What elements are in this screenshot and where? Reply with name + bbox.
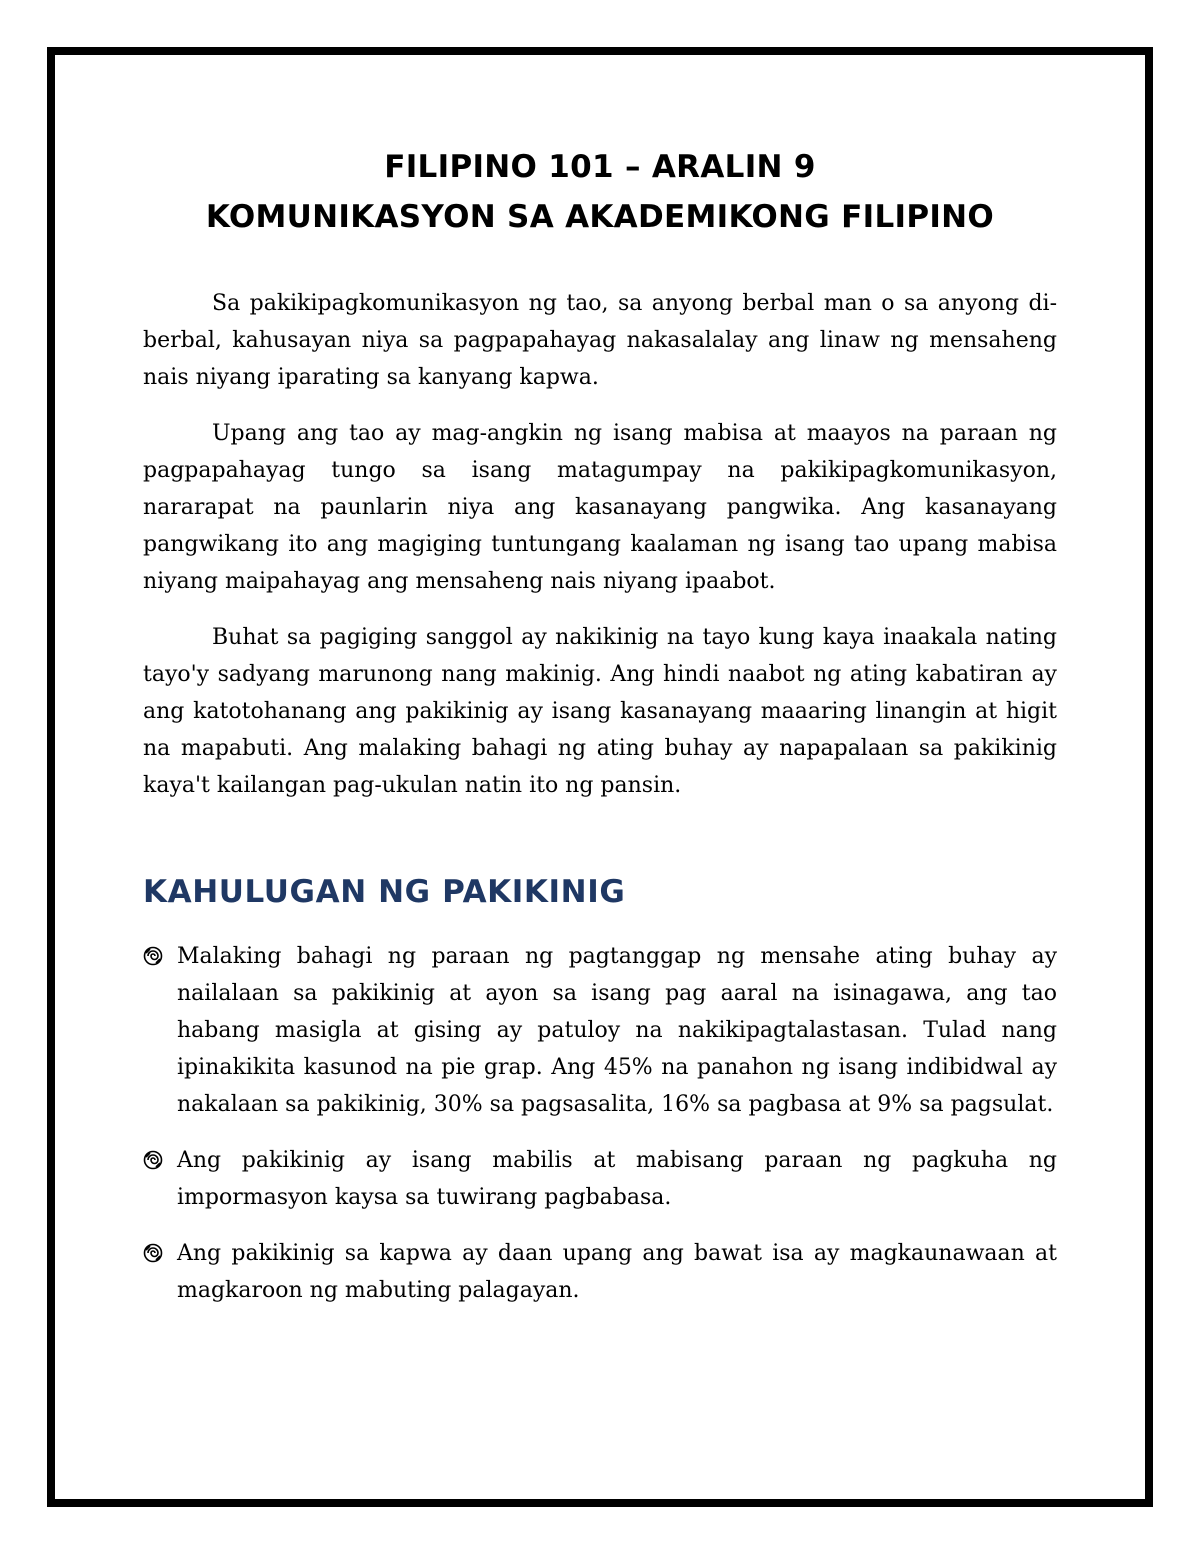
bullet-text: Ang pakikinig ay isang mabilis at mabisang paraan ng pagkuha ng impormasyon kaysa sa tuwirang pagbabasa. (177, 1148, 1057, 1210)
swirl-bullet-icon (143, 1243, 163, 1263)
paragraph-1: Sa pakikipagkomunikasyon ng tao, sa anyong berbal man o sa anyong di-berbal, kahusayan niya sa pagpapahayag nakasalalay ang linaw ng mensaheng nais niyang iparating sa kanyang kapwa. (143, 291, 1057, 390)
bullet-list (143, 938, 1057, 1328)
title-line-1: FILIPINO 101 – ARALIN 9 (384, 149, 816, 185)
bullet-text: Ang pakikinig sa kapwa ay daan upang ang bawat isa ay magkaunawaan at magkaroon ng mabuting palagayan. (177, 1241, 1057, 1303)
bullet-text: Malaking bahagi ng paraan ng pagtanggap ng mensahe ating buhay ay nailalaan sa pakikinig at ayon sa isang pag aaral na isinagawa, ang tao habang masigla at gising ay patuloy na nakikipagtalastasan. Tulad nang ipinakikita kasunod na pie grap. Ang 45% na panahon ng isang indibidwal ay nakalaan sa pakikinig, 30% sa pagsasalita, 16% sa pagbasa at 9% sa pagsulat. (177, 944, 1057, 1117)
title-line-2: KOMUNIKASYON SA AKADEMIKONG FILIPINO (205, 199, 995, 235)
bullet-item (143, 1142, 1057, 1216)
paragraph-3: Buhat sa pagiging sanggol ay nakikinig na tayo kung kaya inaakala nating tayo'y sadyang marunong nang makinig. Ang hindi naabot ng ating kabatiran ay ang katotohanang ang pakikinig ay isang kasanayang maaaring linangin at higit na mapabuti. Ang malaking bahagi ng ating buhay ay napapalaan sa pakikinig kaya't kailangan pag-ukulan natin ito ng pansin. (143, 625, 1057, 798)
swirl-bullet-icon (143, 946, 163, 966)
bullet-item (143, 1235, 1057, 1309)
document-title (60, 142, 1140, 242)
bullet-item (143, 938, 1057, 1123)
swirl-bullet-icon (143, 1150, 163, 1170)
body-text (143, 285, 1057, 823)
section-heading: KAHULUGAN NG PAKIKINIG (143, 874, 626, 910)
paragraph-2: Upang ang tao ay mag-angkin ng isang mabisa at maayos na paraan ng pagpapahayag tungo sa isang matagumpay na pakikipagkomunikasyon, nararapat na paunlarin niya ang kasanayang pangwika. Ang kasanayang pangwikang ito ang magiging tuntungang kaalaman ng isang tao upang mabisa niyang maipahayag ang mensaheng nais niyang ipaabot. (143, 421, 1057, 594)
